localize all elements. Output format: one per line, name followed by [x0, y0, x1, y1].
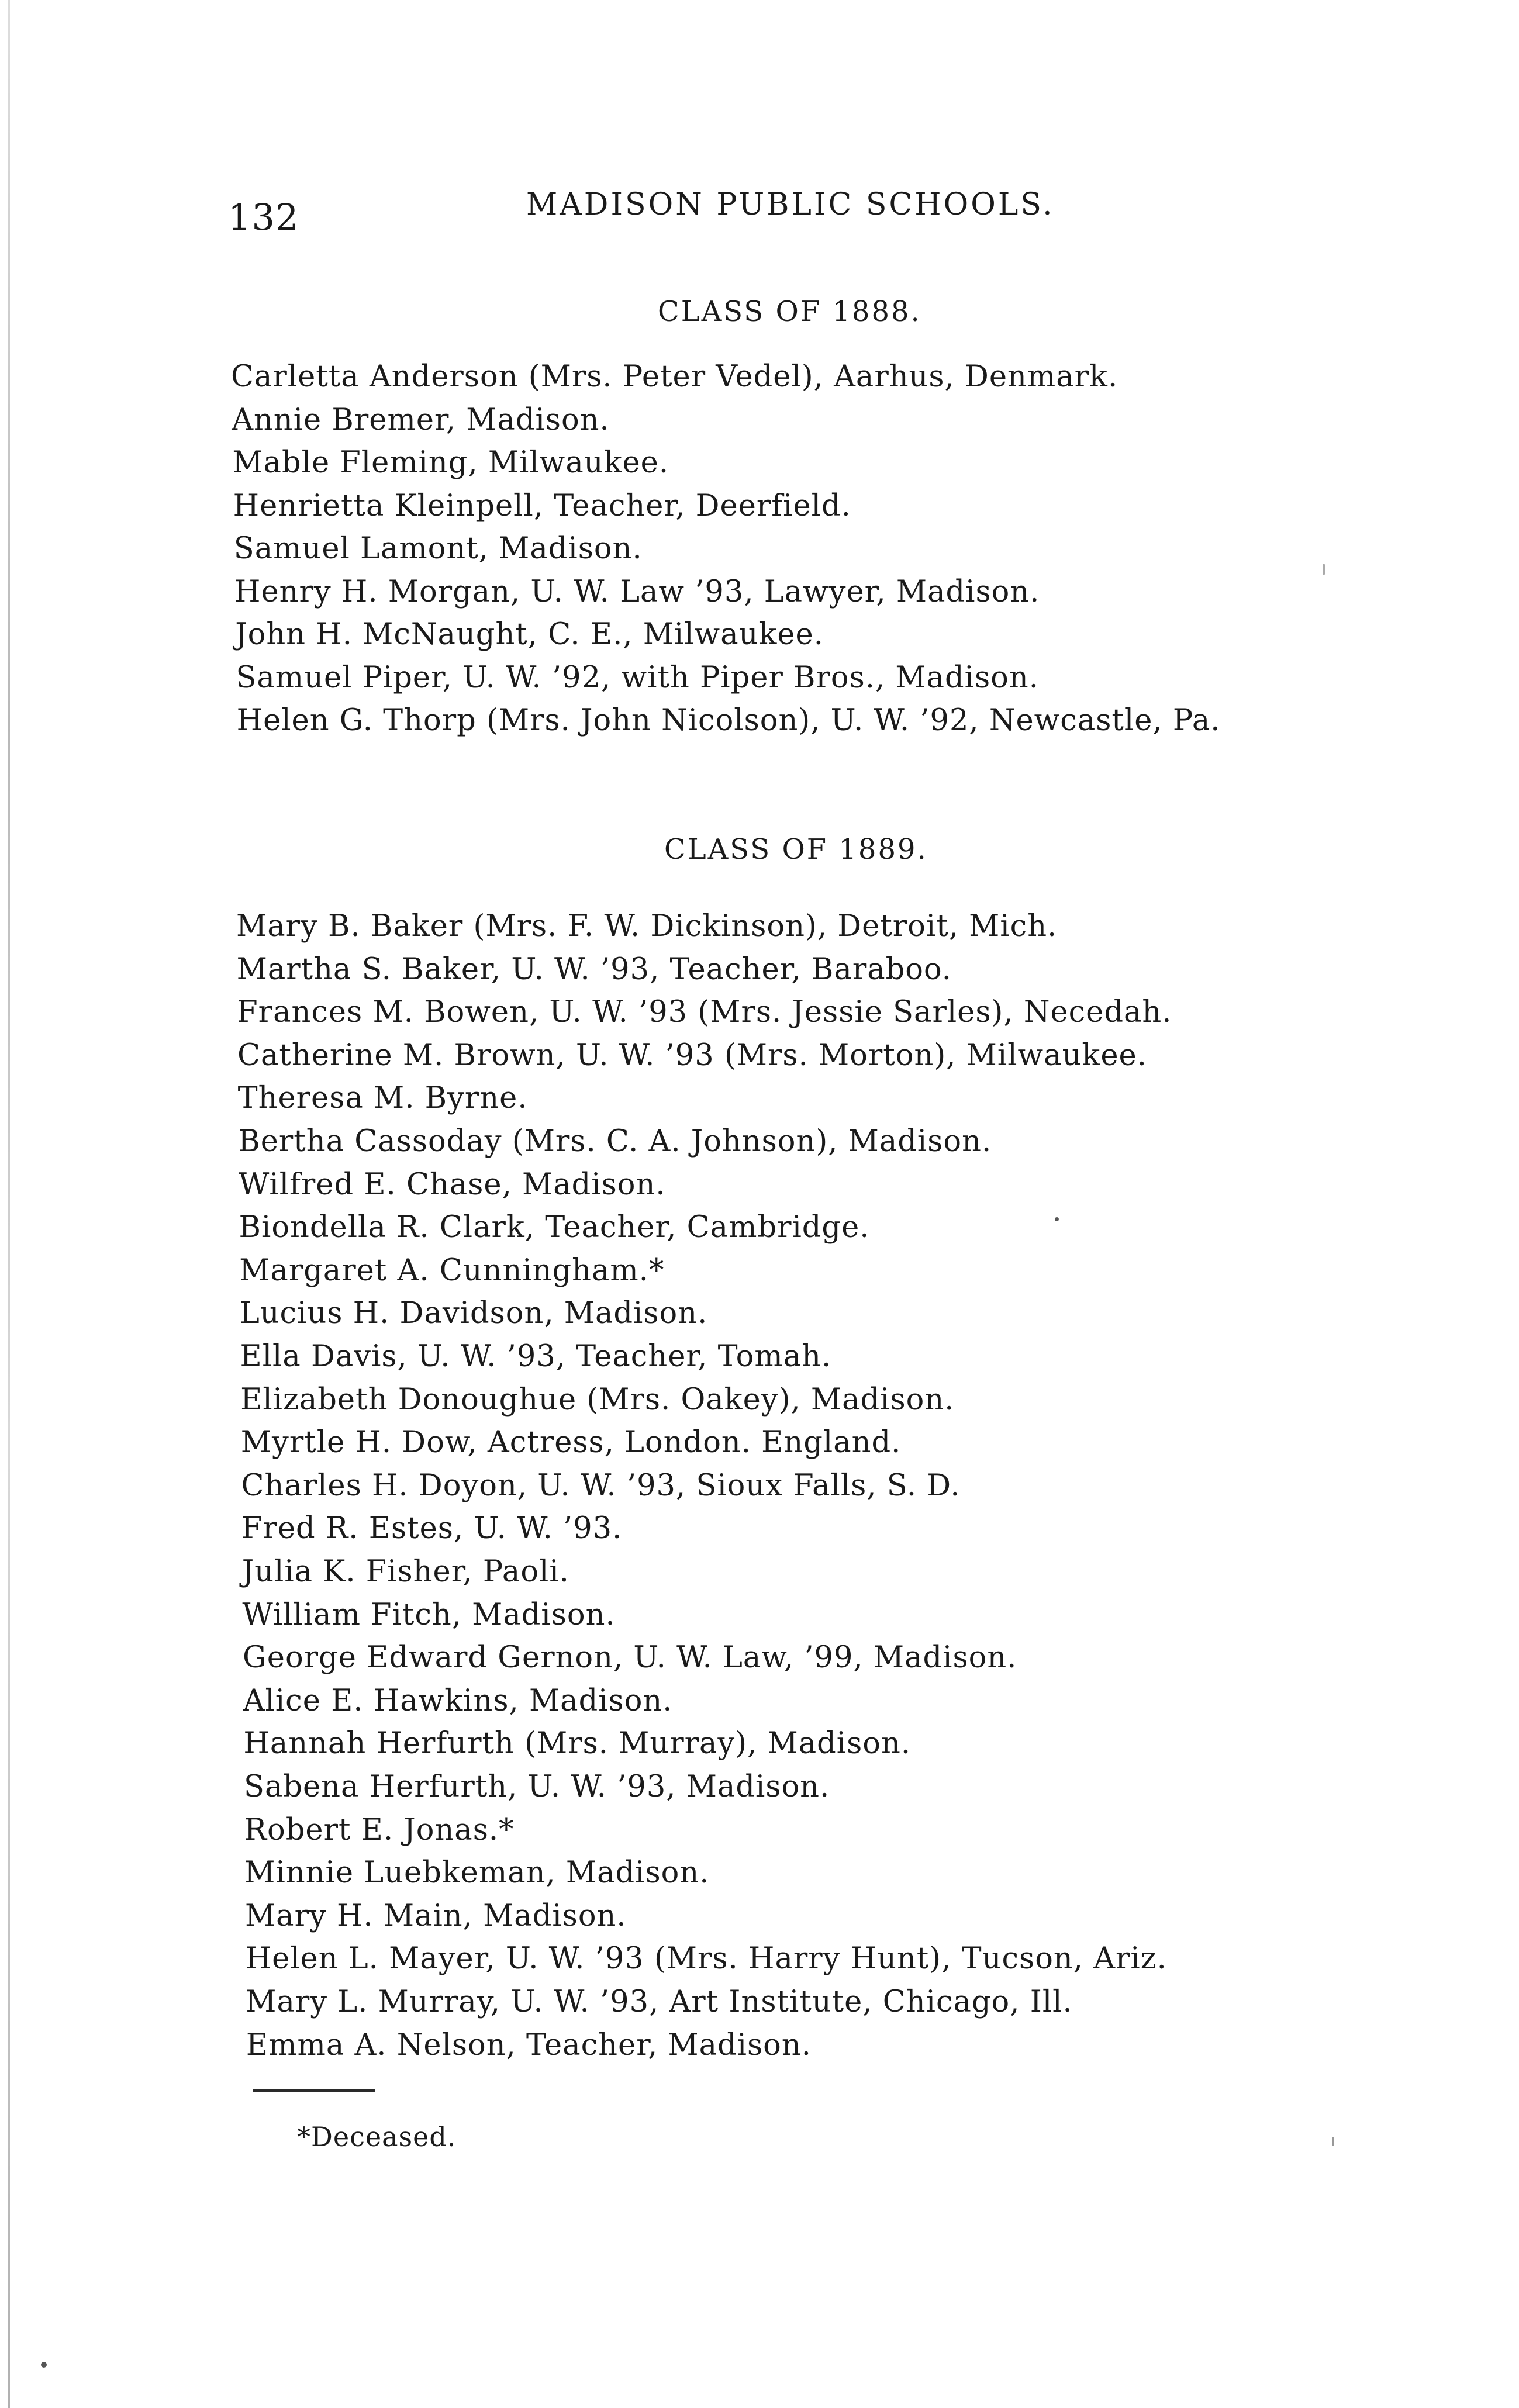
list-item: Alice E. Hawkins, Madison. [243, 1683, 673, 1718]
list-item: Theresa M. Byrne. [237, 1081, 528, 1116]
list-item: Margaret A. Cunningham.* [239, 1253, 665, 1288]
list-item: Ella Davis, U. W. ’93, Teacher, Tomah. [240, 1339, 832, 1374]
list-item: Wilfred E. Chase, Madison. [238, 1167, 666, 1202]
list-item: William Fitch, Madison. [242, 1597, 616, 1632]
list-item: Emma A. Nelson, Teacher, Madison. [246, 2027, 812, 2062]
class-1889-heading: CLASS OF 1889. [664, 833, 928, 866]
list-item: Helen L. Mayer, U. W. ’93 (Mrs. Harry Hunt), Tucson, Ariz. [245, 1941, 1167, 1977]
scan-speck [1332, 2137, 1334, 2146]
list-item: Mable Fleming, Milwaukee. [232, 445, 669, 480]
list-item: Martha S. Baker, U. W. ’93, Teacher, Baraboo. [236, 952, 952, 987]
list-item: Bertha Cassoday (Mrs. C. A. Johnson), Madison. [238, 1124, 992, 1159]
list-item: Mary B. Baker (Mrs. F. W. Dickinson), Detroit, Mich. [236, 909, 1058, 944]
running-head: MADISON PUBLIC SCHOOLS. [526, 187, 1055, 222]
scan-speck [41, 2362, 47, 2368]
list-item: Catherine M. Brown, U. W. ’93 (Mrs. Morton), Milwaukee. [237, 1038, 1147, 1073]
list-item: Mary L. Murray, U. W. ’93, Art Institute, Chicago, Ill. [246, 1985, 1073, 2019]
list-item: Samuel Lamont, Madison. [233, 531, 643, 566]
list-item: Charles H. Doyon, U. W. ’93, Sioux Falls, S. D. [241, 1468, 961, 1503]
list-item: Elizabeth Donoughue (Mrs. Oakey), Madison. [240, 1382, 955, 1417]
list-item: Carletta Anderson (Mrs. Peter Vedel), Aarhus, Denmark. [231, 360, 1118, 394]
scan-speck [1055, 1217, 1059, 1221]
scan-speck [1323, 564, 1325, 575]
list-item: George Edward Gernon, U. W. Law, ’99, Madison. [243, 1640, 1017, 1675]
class-1888-heading: CLASS OF 1888. [658, 295, 921, 328]
list-item: Lucius H. Davidson, Madison. [239, 1296, 708, 1331]
list-item: Julia K. Fisher, Paoli. [241, 1554, 569, 1589]
footnote: *Deceased. [297, 2121, 457, 2153]
list-item: Biondella R. Clark, Teacher, Cambridge. [239, 1210, 870, 1245]
list-item: Frances M. Bowen, U. W. ’93 (Mrs. Jessie Sarles), Necedah. [237, 995, 1172, 1030]
list-item: Samuel Piper, U. W. ’92, with Piper Bros., Madison. [236, 660, 1039, 695]
footnote-rule [253, 2089, 375, 2092]
list-item: Helen G. Thorp (Mrs. John Nicolson), U. W. ’92, Newcastle, Pa. [236, 703, 1221, 738]
page-edge-shadow [8, 0, 10, 2408]
list-item: Fred R. Estes, U. W. ’93. [241, 1511, 623, 1546]
list-item: John H. McNaught, C. E., Milwaukee. [235, 617, 824, 652]
list-item: Henrietta Kleinpell, Teacher, Deerfield. [233, 488, 851, 523]
page-number: 132 [228, 196, 299, 239]
list-item: Mary H. Main, Madison. [244, 1898, 627, 1933]
list-item: Sabena Herfurth, U. W. ’93, Madison. [244, 1770, 830, 1804]
list-item: Annie Bremer, Madison. [232, 402, 610, 437]
list-item: Myrtle H. Dow, Actress, London. England. [240, 1425, 902, 1460]
list-item: Hannah Herfurth (Mrs. Murray), Madison. [243, 1726, 912, 1761]
list-item: Minnie Luebkeman, Madison. [244, 1856, 710, 1891]
list-item: Henry H. Morgan, U. W. Law ’93, Lawyer, Madison. [234, 574, 1040, 609]
list-item: Robert E. Jonas.* [244, 1812, 515, 1847]
